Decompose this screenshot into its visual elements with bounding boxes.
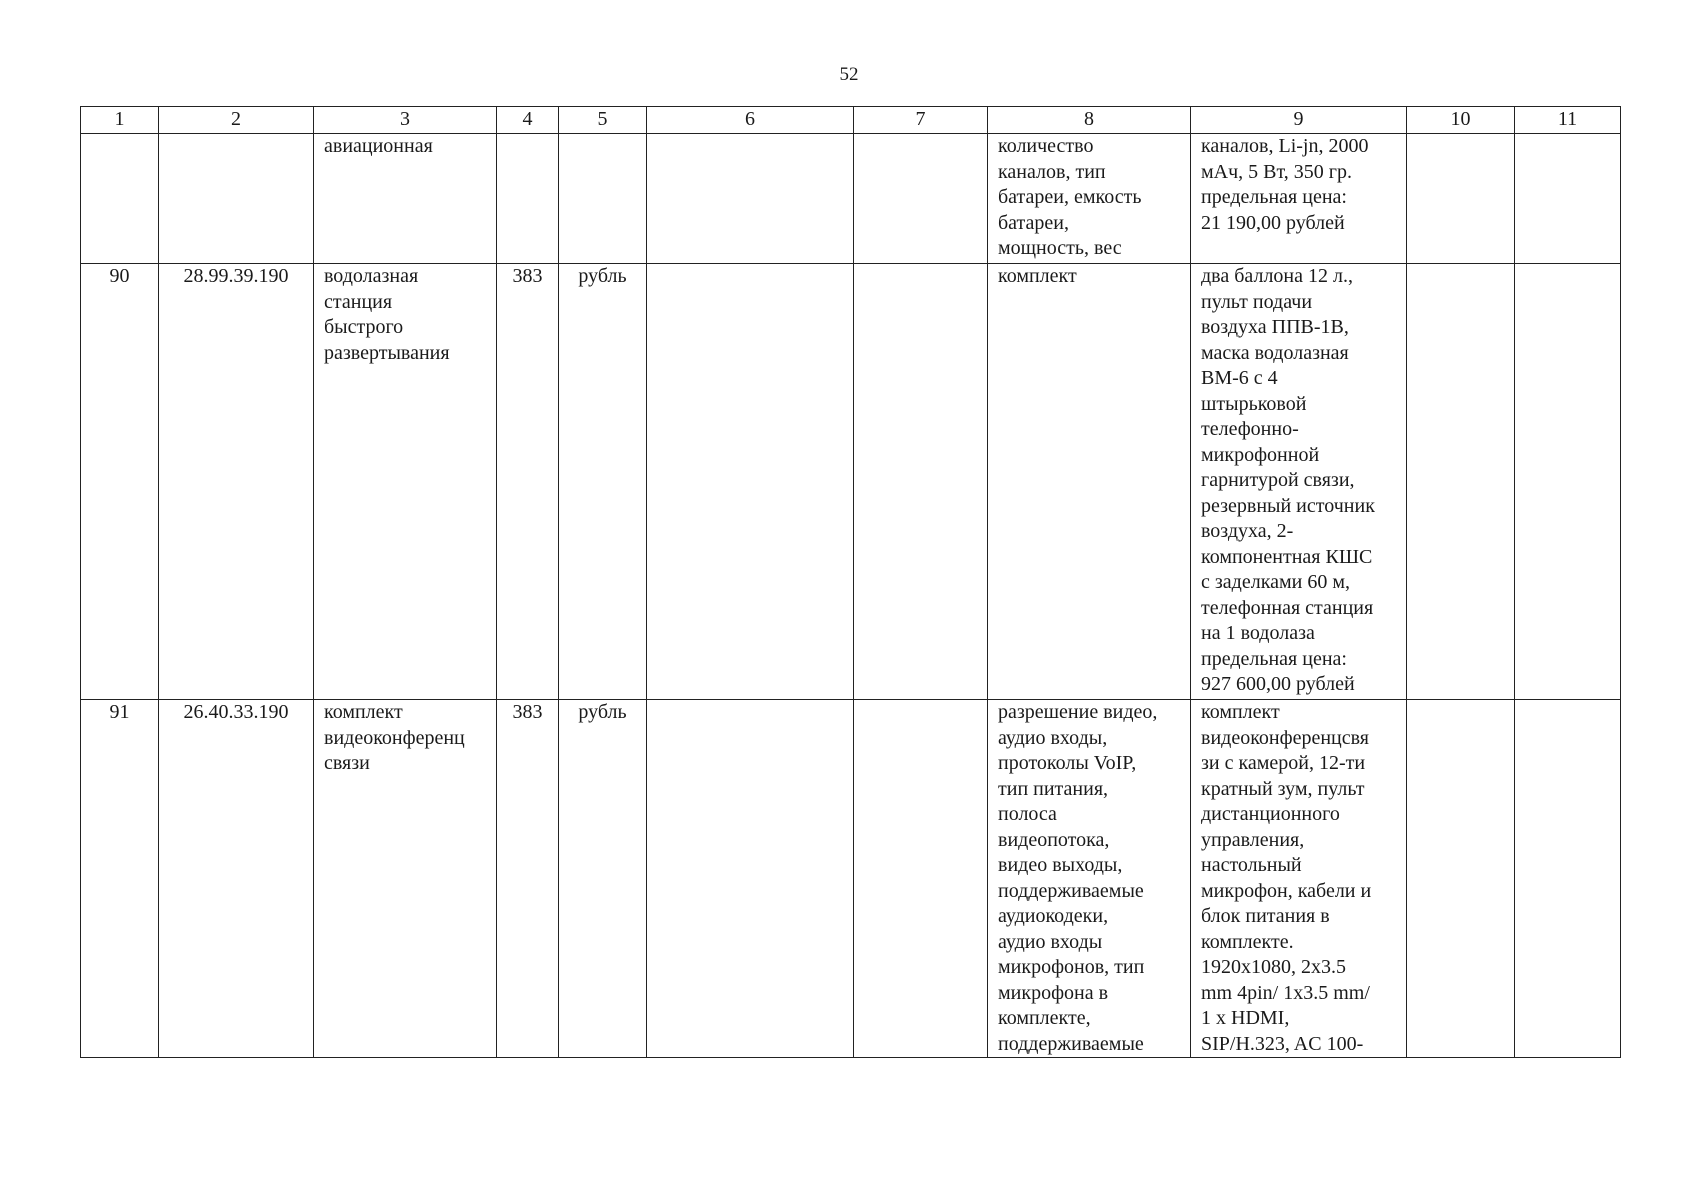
cell-unit: рубль	[559, 700, 647, 1058]
cell-col-7	[854, 700, 988, 1058]
cell-characteristics: разрешение видео, аудио входы, протоколы VoIP, тип питания, полоса видеопотока, видео выходы, поддерживаемые аудиокодеки, аудио входы микрофонов, тип микрофона в комплекте, поддерживаемые	[988, 700, 1191, 1058]
cell-number: 91	[81, 700, 159, 1058]
cell-okpd-code	[159, 134, 314, 264]
cell-unit	[559, 134, 647, 264]
cell-item-name: авиационная	[314, 134, 497, 264]
cell-col-6	[647, 134, 854, 264]
cell-okei-code: 383	[497, 700, 559, 1058]
cell-number	[81, 134, 159, 264]
column-header-9: 9	[1191, 107, 1407, 134]
cell-values: два баллона 12 л., пульт подачи воздуха ППВ-1В, маска водолазная ВМ-6 с 4 штырьковой телефонно- микрофонной гарнитурой связи, резервный источник воздуха, 2- компонентная КШС с заделками 60 м, телефонная станция на 1 водолаза предельная цена: 927 600,00 рублей	[1191, 264, 1407, 700]
page-number: 52	[839, 64, 859, 85]
column-header-2: 2	[159, 107, 314, 134]
cell-col-11	[1515, 134, 1621, 264]
cell-col-6	[647, 264, 854, 700]
cell-col-11	[1515, 264, 1621, 700]
column-number-header-row	[81, 107, 1621, 134]
cell-col-10	[1407, 134, 1515, 264]
cell-values: комплект видеоконференцсвя зи с камерой, 12-ти кратный зум, пульт дистанционного управления, настольный микрофон, кабели и блок питания в комплекте. 1920x1080, 2x3.5 mm 4pin/ 1x3.5 mm/ 1 x HDMI, SIP/H.323, AC 100-	[1191, 700, 1407, 1058]
cell-col-10	[1407, 264, 1515, 700]
cell-characteristics: количество каналов, тип батареи, емкость батареи, мощность, вес	[988, 134, 1191, 264]
cell-col-6	[647, 700, 854, 1058]
cell-characteristics: комплект	[988, 264, 1191, 700]
column-header-6: 6	[647, 107, 854, 134]
cell-number: 90	[81, 264, 159, 700]
cell-item-name: водолазная станция быстрого развертывания	[314, 264, 497, 700]
table-row-continuation	[81, 134, 1621, 264]
cell-item-name: комплект видеоконференц связи	[314, 700, 497, 1058]
column-header-8: 8	[988, 107, 1191, 134]
column-header-1: 1	[81, 107, 159, 134]
cell-okpd-code: 26.40.33.190	[159, 700, 314, 1058]
column-header-4: 4	[497, 107, 559, 134]
cell-okei-code: 383	[497, 264, 559, 700]
column-header-3: 3	[314, 107, 497, 134]
table-row-91	[81, 700, 1621, 1058]
cell-col-7	[854, 134, 988, 264]
table-row-90	[81, 264, 1621, 700]
cell-unit: рубль	[559, 264, 647, 700]
cell-col-11	[1515, 700, 1621, 1058]
cell-values: каналов, Li-jn, 2000 мАч, 5 Вт, 350 гр. предельная цена: 21 190,00 рублей	[1191, 134, 1407, 264]
cell-okei-code	[497, 134, 559, 264]
column-header-7: 7	[854, 107, 988, 134]
column-header-10: 10	[1407, 107, 1515, 134]
specification-table	[80, 106, 1621, 1058]
cell-okpd-code: 28.99.39.190	[159, 264, 314, 700]
cell-col-10	[1407, 700, 1515, 1058]
cell-col-7	[854, 264, 988, 700]
column-header-11: 11	[1515, 107, 1621, 134]
column-header-5: 5	[559, 107, 647, 134]
